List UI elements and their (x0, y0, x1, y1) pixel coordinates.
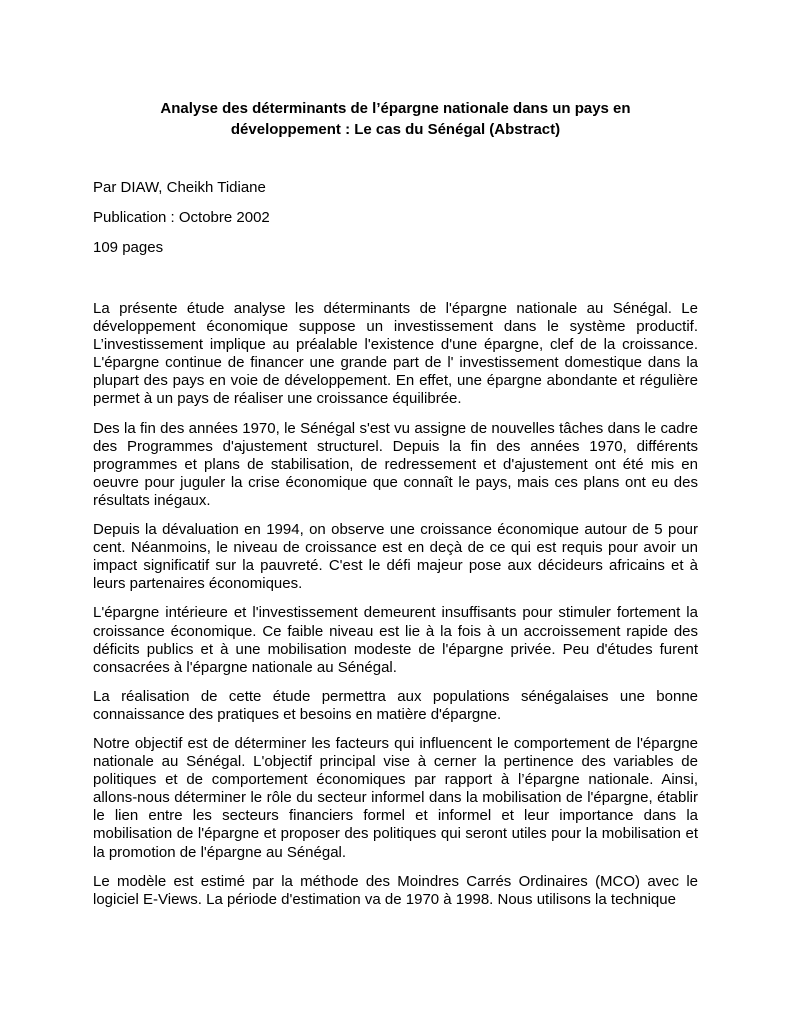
page-count-line: 109 pages (93, 239, 164, 256)
paragraph: La présente étude analyse les déterminants de l'épargne nationale au Sénégal. Le développement économique suppose un investissement dans le système productif. L’investissement implique au préalable l'existence d'une épargne, clef de la croissance. L'épargne continue de financer une grande part de l' investissement domestique dans la plupart des pays en voie de développement. En effet, une épargne abondante et régulière permet à un pays de réaliser une croissance équilibrée. (93, 300, 698, 408)
publication-line: Publication : Octobre 2002 (93, 209, 270, 226)
paragraph: Depuis la dévaluation en 1994, on observe une croissance économique autour de 5 pour cent. Néanmoins, le niveau de croissance est en deçà de ce qui est requis pour avoir un impact significatif sur la pauvreté. C'est le défi majeur pose aux décideurs africains et à leurs partenaires économiques. (93, 521, 698, 593)
title-line-1: Analyse des déterminants de l’épargne nationale dans un pays en (160, 100, 631, 117)
paragraph: Le modèle est estimé par la méthode des Moindres Carrés Ordinaires (MCO) avec le logiciel E-Views. La période d'estimation va de 1970 à 1998. Nous utilisons la technique (93, 872, 698, 908)
document-meta (93, 178, 698, 258)
paragraph: La réalisation de cette étude permettra aux populations sénégalaises une bonne connaissance des pratiques et besoins en matière d'épargne. (93, 687, 698, 723)
title-line-2: développement : Le cas du Sénégal (Abstract) (230, 121, 561, 138)
paragraph: L'épargne intérieure et l'investissement demeurent insuffisants pour stimuler fortement la croissance économique. Ce faible niveau est lie à la fois à un accroissement rapide des déficits publics et à une mobilisation modeste de l'épargne privée. Peu d'études furent consacrées à l'épargne nationale au Sénégal. (93, 604, 698, 676)
document-title (93, 98, 698, 140)
abstract-body (93, 300, 698, 909)
paragraph: Des la fin des années 1970, le Sénégal s'est vu assigne de nouvelles tâches dans le cadre des Programmes d'ajustement structurel. Depuis la fin des années 1970, différents programmes et plans de stabilisation, de redressement et d'ajustement ont été mis en oeuvre pour juguler la crise économique que connaît le pays, mais ces plans ont eu des résultats inégaux. (93, 419, 698, 509)
paragraph: Notre objectif est de déterminer les facteurs qui influencent le comportement de l'épargne nationale au Sénégal. L'objectif principal vise à cerner la pertinence des variables de politiques et de comportement économiques par rapport à l’épargne nationale. Ainsi, allons-nous déterminer le rôle du secteur informel dans la mobilisation de l'épargne, établir le lien entre les secteurs financiers formel et informel et leur importance dans la mobilisation de l'épargne et proposer des politiques qui seront utiles pour la mobilisation et la promotion de l'épargne au Sénégal. (93, 734, 698, 861)
author-line: Par DIAW, Cheikh Tidiane (93, 179, 266, 196)
